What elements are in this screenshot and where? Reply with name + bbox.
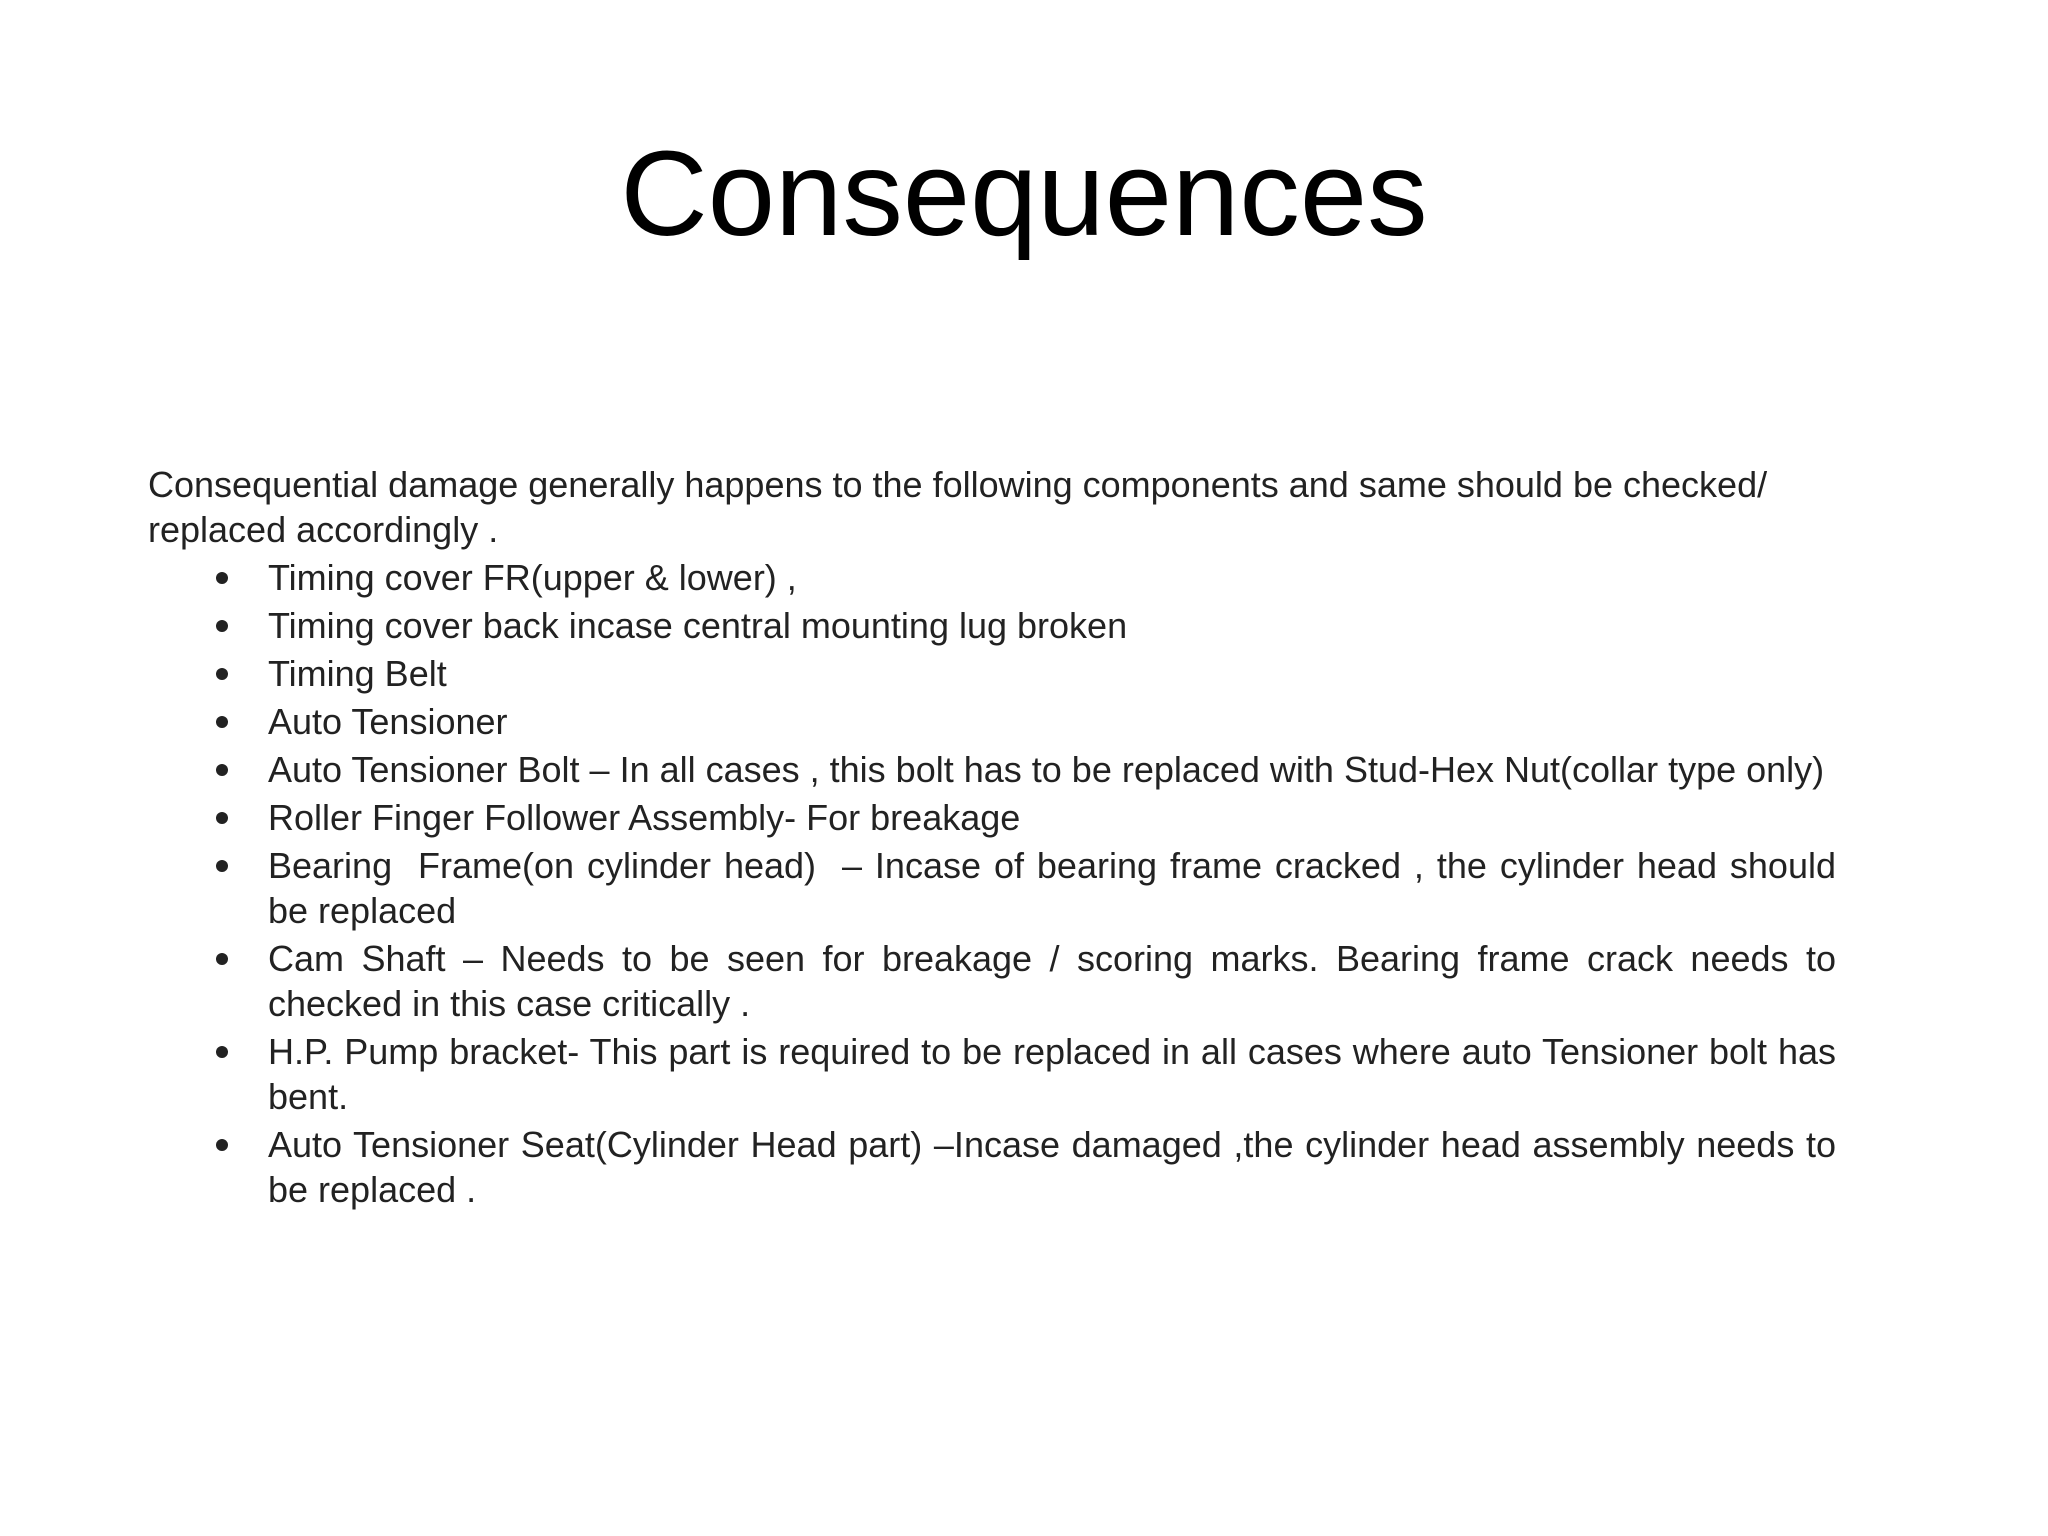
slide-body (148, 462, 1847, 1215)
list-item-text: Auto Tensioner Bolt – In all cases , this bolt has to be replaced with Stud-Hex Nut(collar type only) (268, 749, 1825, 790)
intro-paragraph: Consequential damage generally happens to the following components and same should be checked/ replaced accordingly . (148, 464, 1768, 550)
bullet-icon (216, 1046, 228, 1058)
bullet-icon (216, 860, 228, 872)
list-item-text: H.P. Pump bracket- This part is required to be replaced in all cases where auto Tensioner bolt has bent. (268, 1031, 1847, 1117)
bullet-icon (216, 668, 228, 680)
list-item (148, 1029, 1847, 1119)
list-item (148, 795, 1836, 840)
slide-title: Consequences (620, 125, 1428, 261)
list-item (148, 936, 1847, 1026)
bullet-icon (216, 953, 228, 965)
list-item-text: Timing Belt (268, 653, 447, 694)
list-item-text: Timing cover back incase central mounting lug broken (268, 605, 1128, 646)
list-item (148, 555, 1836, 600)
list-item (148, 603, 1836, 648)
bullet-list (148, 555, 1847, 1212)
list-item-text: Cam Shaft – Needs to be seen for breakage / scoring marks. Bearing frame crack needs to checked in this case critically . (268, 938, 1847, 1024)
bullet-icon (216, 716, 228, 728)
bullet-icon (216, 764, 228, 776)
list-item-text: Auto Tensioner (268, 701, 508, 742)
bullet-icon (216, 620, 228, 632)
list-item (148, 1122, 1847, 1212)
bullet-icon (216, 572, 228, 584)
list-item (148, 843, 1847, 933)
list-item (148, 747, 1836, 792)
bullet-icon (216, 812, 228, 824)
list-item (148, 699, 1836, 744)
list-item-text: Timing cover FR(upper & lower) , (268, 557, 797, 598)
list-item (148, 651, 1836, 696)
list-item-text: Bearing Frame(on cylinder head) – Incase of bearing frame cracked , the cylinder head should be replaced (268, 845, 1847, 931)
list-item-text: Roller Finger Follower Assembly- For breakage (268, 797, 1021, 838)
bullet-icon (216, 1139, 228, 1151)
list-item-text: Auto Tensioner Seat(Cylinder Head part) –Incase damaged ,the cylinder head assembly needs to be replaced . (268, 1124, 1847, 1210)
